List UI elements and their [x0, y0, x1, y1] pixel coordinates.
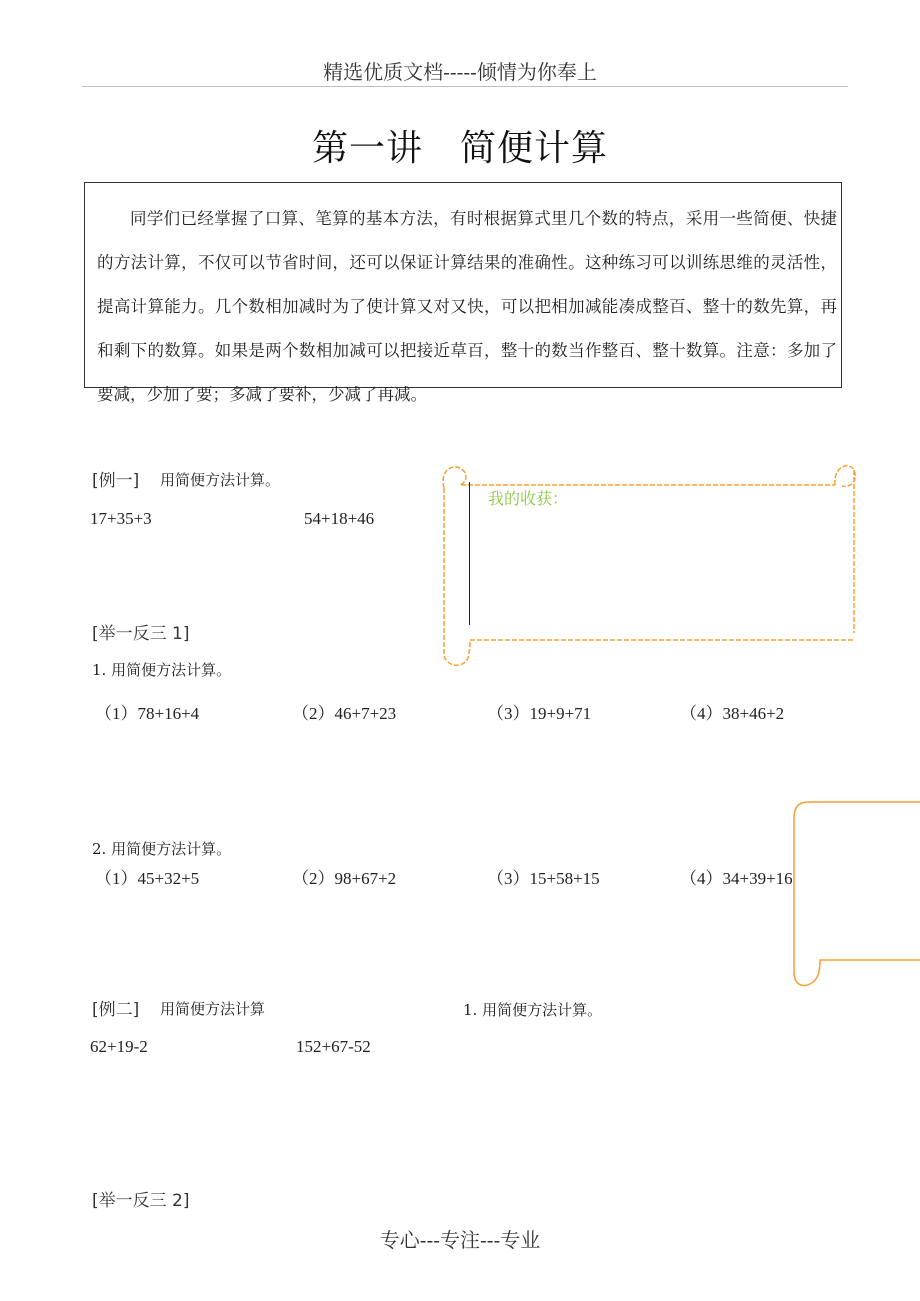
page-header: 精选优质文档-----倾情为你奉上 — [323, 60, 597, 84]
practice1-q2-item-3: （3）15+58+15 — [487, 869, 600, 888]
practice1-q2-prompt: 2. 用简便方法计算。 — [92, 840, 232, 858]
intro-text: 同学们已经掌握了口算、笔算的基本方法，有时根据算式里几个数的特点，采用一些简便、快捷的方法计算，不仅可以节省时间，还可以保证计算结果的准确性。这种练习可以训练思维的灵活性，提高计算能力。几个数相加减时为了使计算又对又快，可以把相加减能凑成整百、整十的数先算，再和剩下的数算。如果是两个数相加减可以把接近草百，整十的数当作整百、整十数算。注意：多加了要减，少加了要；多减了要补，少减了再减。 — [97, 209, 837, 404]
example1-tag: [例一] — [92, 471, 140, 491]
practice1-q2-item-1: （1）45+32+5 — [95, 869, 200, 888]
practice1-q1-prompt: 1. 用简便方法计算。 — [92, 661, 232, 679]
example2-expr-2: 152+67-52 — [296, 1037, 371, 1056]
example1-expr-2: 54+18+46 — [304, 509, 375, 528]
practice1-tag: [举一反三 1] — [92, 624, 190, 644]
example2-side-prompt: 1. 用简便方法计算。 — [463, 1001, 603, 1019]
example1-instruction: 用简便方法计算。 — [160, 471, 281, 489]
intro-box — [84, 182, 842, 404]
side-scroll — [790, 800, 920, 988]
harvest-label: 我的收获： — [488, 489, 569, 508]
practice1-q1-item-3: （3）19+9+71 — [487, 704, 592, 723]
practice2-tag: [举一反三 2] — [92, 1191, 190, 1211]
harvest-scroll-divider — [469, 482, 470, 625]
practice1-q1-item-4: （4）38+46+2 — [680, 704, 785, 723]
example2-tag: [例二] — [92, 1000, 140, 1020]
practice1-q1-item-2: （2）46+7+23 — [292, 704, 397, 723]
page-footer: 专心---专注---专业 — [379, 1228, 541, 1252]
practice1-q2-item-2: （2）98+67+2 — [292, 869, 397, 888]
page-title: 第一讲 简便计算 — [311, 128, 608, 169]
example2-instruction: 用简便方法计算 — [160, 1000, 266, 1018]
example2-expr-1: 62+19-2 — [90, 1037, 148, 1056]
example1-expr-1: 17+35+3 — [90, 509, 152, 528]
header-divider — [82, 86, 848, 87]
practice1-q2-item-4: （4）34+39+16 — [680, 869, 793, 888]
practice1-q1-item-1: （1）78+16+4 — [95, 704, 200, 723]
